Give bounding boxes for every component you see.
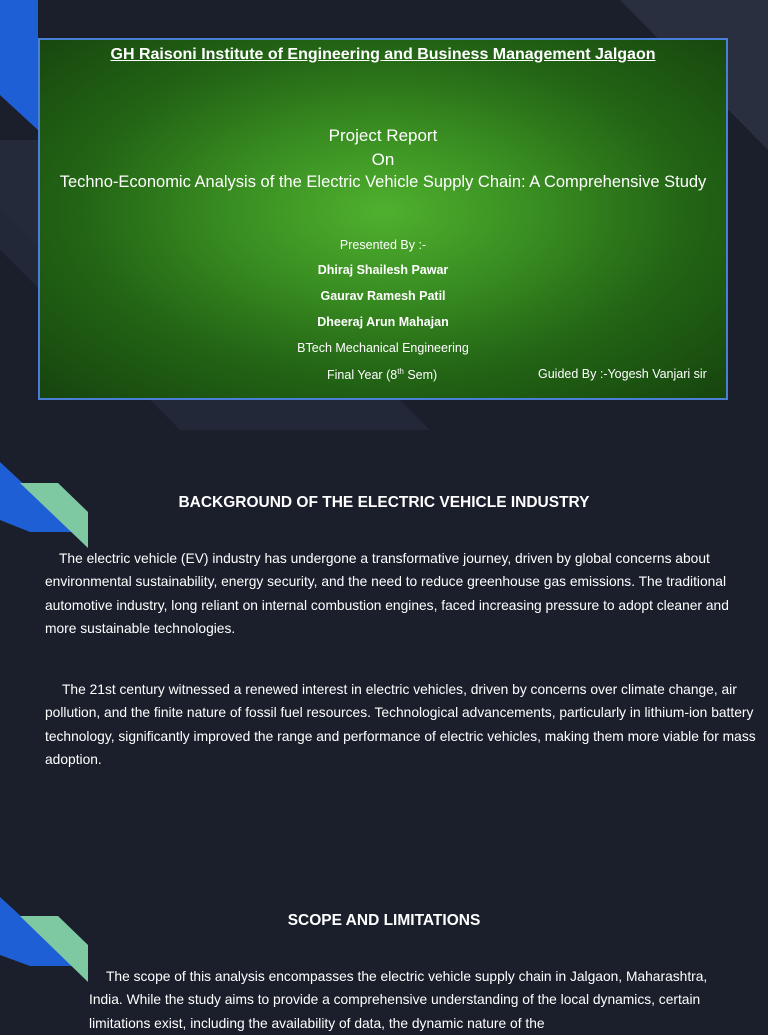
title-card — [38, 38, 728, 400]
paragraph — [89, 965, 739, 1035]
team-member: Gaurav Ramesh Patil — [320, 289, 446, 303]
final-year-sup: th — [397, 367, 404, 376]
paragraph — [45, 678, 757, 771]
paragraph-text: The scope of this analysis encompasses the electric vehicle supply chain in Jalgaon, Maharashtra, India. While the study aims to provide a comprehensive understanding of the local dynamics, certain limitations exist, including the availability of data, the dynamic nature of the — [89, 969, 708, 1031]
final-year-suffix: Sem) — [403, 368, 438, 383]
final-year-prefix: Final Year (8 — [327, 368, 398, 383]
final-year — [327, 367, 437, 382]
guide-name: Guided By :-Yogesh Vanjari sir — [538, 367, 707, 381]
section-heading-background: BACKGROUND OF THE ELECTRIC VEHICLE INDUSTRY — [178, 494, 590, 511]
department: BTech Mechanical Engineering — [297, 341, 469, 355]
paragraph-text: The 21st century witnessed a renewed interest in electric vehicles, driven by concerns over climate change, air pollution, and the finite nature of fossil fuel resources. Technological advancements, particularly in lithium-ion battery technology, significantly improved the range and performance of electric vehicles, making them more viable for mass adoption. — [45, 682, 756, 767]
institute-name: GH Raisoni Institute of Engineering and Business Management Jalgaon — [110, 46, 656, 63]
report-on-label: On — [371, 150, 395, 169]
team-member: Dhiraj Shailesh Pawar — [317, 263, 449, 277]
paragraph-text: The electric vehicle (EV) industry has undergone a transformative journey, driven by global concerns about environmental sustainability, energy security, and the need to reduce greenhouse gas emissions. The traditional automotive industry, long reliant on internal combustion engines, faced increasing pressure to adopt cleaner and more sustainable technologies. — [45, 551, 729, 636]
report-label: Project Report — [328, 126, 438, 145]
team-member: Dheeraj Arun Mahajan — [317, 315, 449, 329]
paragraph — [45, 547, 757, 640]
report-title: Techno-Economic Analysis of the Electric Vehicle Supply Chain: A Comprehensive Study — [59, 173, 707, 191]
presented-by-label: Presented By :- — [339, 238, 427, 252]
section-heading-scope: SCOPE AND LIMITATIONS — [287, 912, 481, 929]
blue-accent-top — [0, 0, 38, 130]
